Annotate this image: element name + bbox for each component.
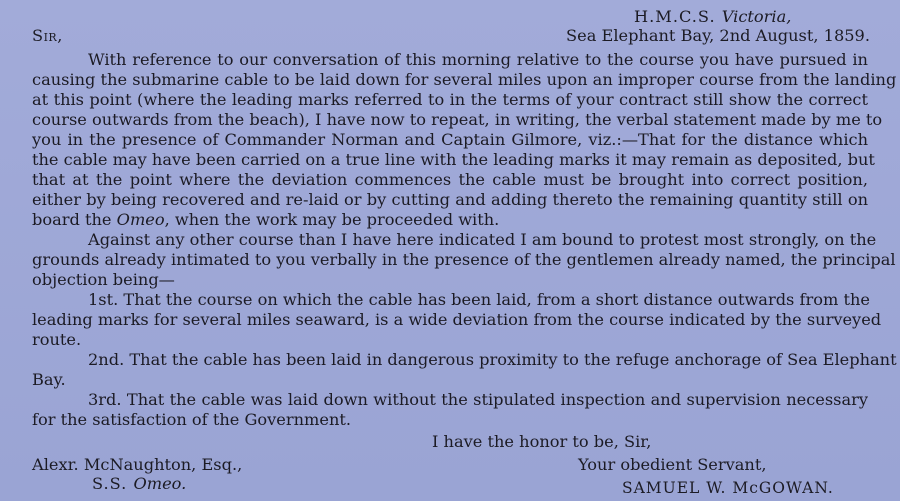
p1-end-prefix: board the — [32, 210, 117, 229]
closing-line-1: I have the honor to be, Sir, — [432, 432, 652, 451]
item1-line-2: leading marks for several miles seaward, is a wide deviation from the course indicated by the surveyed — [32, 310, 882, 329]
p1-end-ship: Omeo — [116, 210, 165, 229]
p1-end-suffix: , when the work may be proceeded with. — [164, 210, 500, 229]
p1-line-2: causing the submarine cable to be laid down for several miles upon an improper course from the landing — [32, 70, 897, 89]
p1-line-7: that at the point where the deviation commences the cable must be brought into correct position, — [32, 170, 868, 189]
closing-line-2: Your obedient Servant, — [578, 455, 767, 474]
item2-line-2: Bay. — [32, 370, 66, 389]
p2-line-1: Against any other course than I have here indicated I am bound to protest most strongly, on the — [88, 230, 877, 249]
p2-line-2: grounds already intimated to you verbally in the presence of the gentlemen already named, the principal — [32, 250, 896, 269]
place-date: Sea Elephant Bay, 2nd August, 1859. — [566, 26, 870, 45]
addressee-ship-name: Omeo. — [133, 474, 187, 493]
ship-name: Victoria, — [721, 7, 792, 26]
ship-heading — [634, 7, 791, 27]
p1-line-4: course outwards from the beach), I have now to repeat, in writing, the verbal statement made by me to — [32, 110, 883, 129]
item1-line-3: route. — [32, 330, 82, 349]
p1-line-8: either by being recovered and re-laid or by cutting and adding thereto the remaining quantity still on — [32, 190, 868, 209]
item3-line-2: for the satisfaction of the Government. — [32, 410, 352, 429]
salutation — [32, 26, 63, 46]
p1-line-3: at this point (where the leading marks referred to in the terms of your contract still show the correct — [32, 90, 868, 109]
addressee-ship-prefix: S.S. — [92, 474, 134, 493]
addressee-name: Alexr. McNaughton, Esq., — [32, 455, 243, 474]
salutation-text: Sir, — [32, 26, 63, 45]
p1-line-9 — [32, 210, 499, 230]
p1-line-5: you in the presence of Commander Norman and Captain Gilmore, viz.:—That for the distance which — [32, 130, 868, 149]
signature: SAMUEL W. McGOWAN. — [622, 479, 834, 497]
ship-prefix: H.M.C.S. — [634, 7, 722, 26]
item3-line-1: 3rd. That the cable was laid down without the stipulated inspection and supervision necessary — [88, 390, 868, 409]
p1-line-1: With reference to our conversation of this morning relative to the course you have pursued in — [88, 50, 868, 69]
p1-line-6: the cable may have been carried on a true line with the leading marks it may remain as deposited, but — [32, 150, 875, 169]
item1-line-1: 1st. That the course on which the cable has been laid, from a short distance outwards from the — [88, 290, 870, 309]
addressee-ship — [92, 474, 186, 494]
p2-line-3: objection being— — [32, 270, 175, 289]
item2-line-1: 2nd. That the cable has been laid in dangerous proximity to the refuge anchorage of Sea Elephant — [88, 350, 897, 369]
